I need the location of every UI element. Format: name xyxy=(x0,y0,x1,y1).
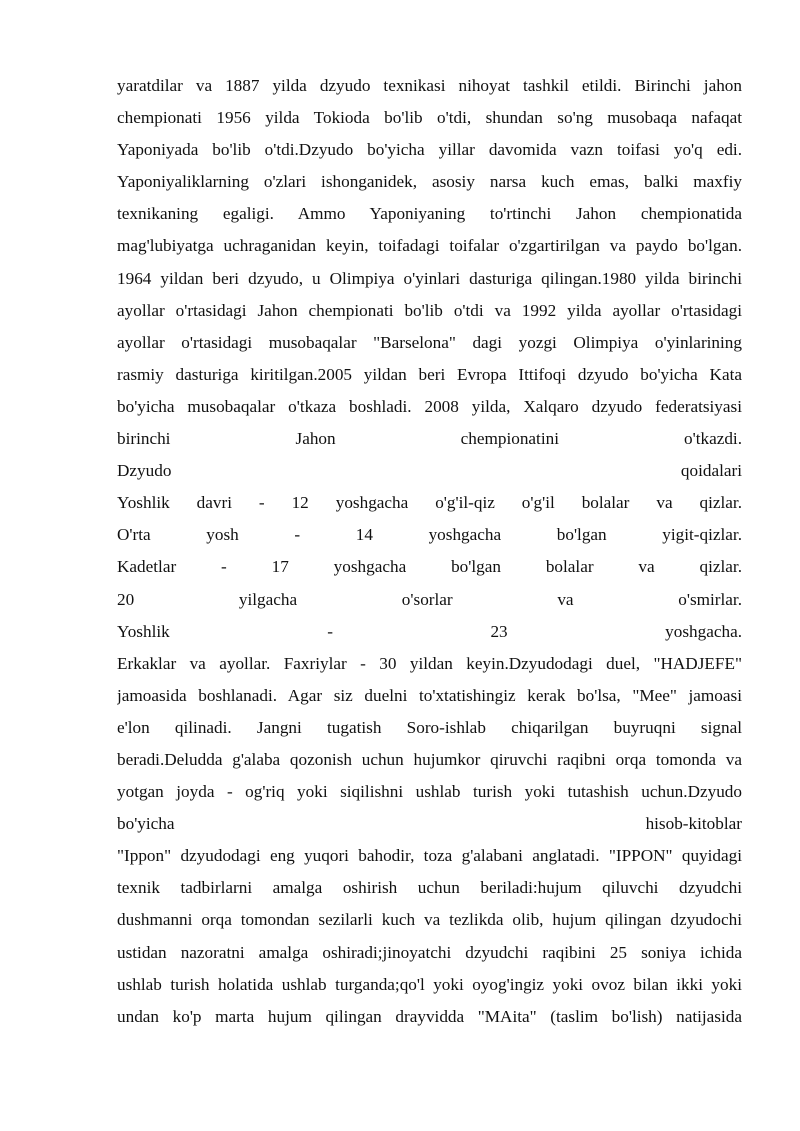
text-line: O'rta yosh - 14 yoshgacha bo'lgan yigit-qizlar. xyxy=(117,525,742,545)
text-line: "Ippon" dzyudodagi eng yuqori bahodir, toza g'alabani anglatadi. "IPPON" quyidagi xyxy=(117,846,742,866)
text-line: dushmanni orqa tomondan sezilarli kuch va tezlikda olib, hujum qilingan dzyudochi xyxy=(117,910,742,930)
text-line: e'lon qilinadi. Jangni tugatish Soro-ishlab chiqarilgan buyruqni signal xyxy=(117,717,742,737)
text-line: beradi.Deludda g'alaba qozonish uchun hujumkor qiruvchi raqibni orqa tomonda va xyxy=(117,749,742,769)
text-line: Yoshlik - 23 yoshgacha. xyxy=(117,621,742,641)
text-line: Yaponiyada bo'lib o'tdi.Dzyudo bo'yicha yillar davomida vazn toifasi yo'q edi. xyxy=(117,140,742,160)
text-line: 1964 yildan beri dzyudo, u Olimpiya o'yinlari dasturiga qilingan.1980 yilda birinchi xyxy=(117,268,742,288)
text-line: texnikaning egaligi. Ammo Yaponiyaning to'rtinchi Jahon chempionatida xyxy=(117,204,742,224)
text-line: 20 yilgacha o'sorlar va o'smirlar. xyxy=(117,589,742,609)
text-line: Yaponiyaliklarning o'zlari ishonganidek, asosiy narsa kuch emas, balki maxfiy xyxy=(117,172,742,192)
text-line: ayollar o'rtasidagi musobaqalar "Barselona" dagi yozgi Olimpiya o'yinlarining xyxy=(117,332,742,352)
text-line: mag'lubiyatga uchraganidan keyin, toifadagi toifalar o'zgartirilgan va paydo bo'lgan. xyxy=(117,236,742,256)
text-line: bo'yicha musobaqalar o'tkaza boshladi. 2008 yilda, Xalqaro dzyudo federatsiyasi xyxy=(117,396,742,416)
text-line: ayollar o'rtasidagi Jahon chempionati bo'lib o'tdi va 1992 yilda ayollar o'rtasidagi xyxy=(117,300,742,320)
text-line: ushlab turish holatida ushlab turganda;qo'l yoki oyog'ingiz yoki ovoz bilan ikki yoki xyxy=(117,974,742,994)
body-text xyxy=(117,70,742,1033)
text-line: Erkaklar va ayollar. Faxriylar - 30 yildan keyin.Dzyudodagi duel, "HADJEFE" xyxy=(117,653,742,673)
text-line: yaratdilar va 1887 yilda dzyudo texnikasi nihoyat tashkil etildi. Birinchi jahon xyxy=(117,76,742,95)
text-line: Dzyudo qoidalari xyxy=(117,461,742,481)
text-line: Kadetlar - 17 yoshgacha bo'lgan bolalar va qizlar. xyxy=(117,557,742,577)
text-line: Yoshlik davri - 12 yoshgacha o'g'il-qiz o'g'il bolalar va qizlar. xyxy=(117,493,742,513)
text-line: undan ko'p marta hujum qilingan drayvidda "MAita" (taslim bo'lish) natijasida xyxy=(117,1006,742,1026)
text-line: rasmiy dasturiga kiritilgan.2005 yildan beri Evropa Ittifoqi dzyudo bo'yicha Kata xyxy=(117,364,742,384)
text-line: yotgan joyda - og'riq yoki siqilishni ushlab turish yoki tutashish uchun.Dzyudo xyxy=(117,782,742,802)
text-line: texnik tadbirlarni amalga oshirish uchun beriladi:hujum qiluvchi dzyudchi xyxy=(117,878,742,898)
text-line: birinchi Jahon chempionatini o'tkazdi. xyxy=(117,429,742,449)
text-line: jamoasida boshlanadi. Agar siz duelni to'xtatishingiz kerak bo'lsa, "Mee" jamoasi xyxy=(117,685,742,705)
text-line: chempionati 1956 yilda Tokioda bo'lib o'tdi, shundan so'ng musobaqa nafaqat xyxy=(117,108,742,128)
text-line: ustidan nazoratni amalga oshiradi;jinoyatchi dzyudchi raqibini 25 soniya ichida xyxy=(117,942,742,962)
text-line: bo'yicha hisob-kitoblar xyxy=(117,814,742,834)
